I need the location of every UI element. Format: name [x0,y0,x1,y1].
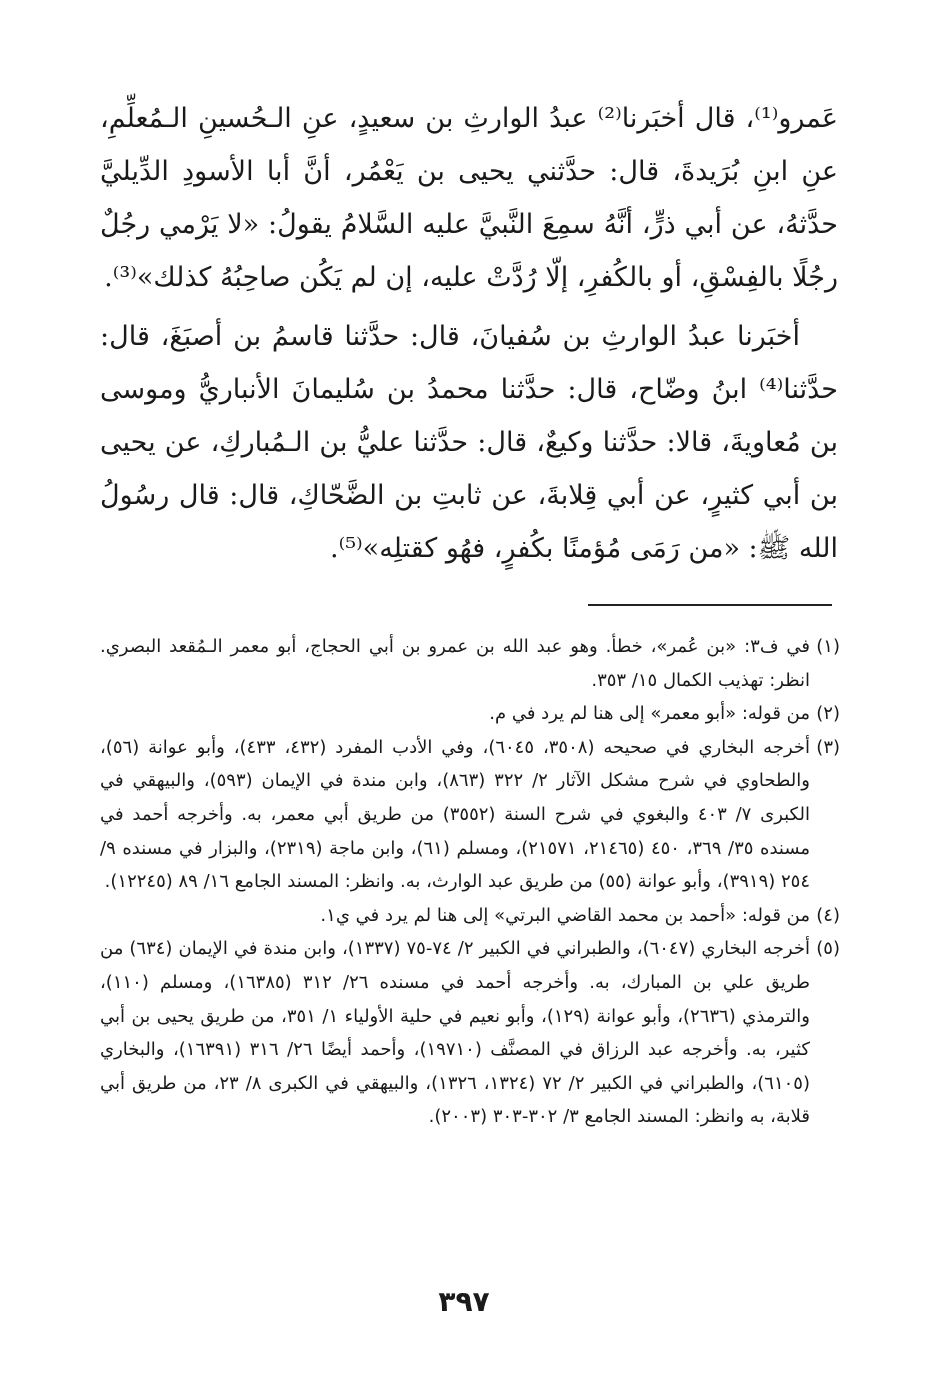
footnote-4 [100,899,840,933]
footnote-text: أخرجه البخاري في صحيحه (٣٥٠٨، ٦٠٤٥)، وفي الأدب المفرد (٤٣٢، ٤٣٣)، وأبو عوانة (٥٦)، والطحاوي في شرح مشكل الآثار ٢/ ٣٢٢ (٨٦٣)، وابن مندة في الإيمان (٥٩٣)، والبيهقي في الكبرى ٧/ ٤٠٣ والبغوي في شرح السنة (٣٥٥٢) من طريق أبي معمر، به. وأخرجه أحمد في مسنده ٣٥/ ٣٦٩، ٤٥٠ (٢١٤٦٥، ٢١٥٧١)، ومسلم (٦١)، وابن ماجة (٢٣١٩)، والبزار في مسنده ٩/ ٢٥٤ (٣٩١٩)، وأبو عوانة (٥٥) من طريق عبد الوارث، به. وانظر: المسند الجامع ١٦/ ٨٩ (١٢٢٤٥). [100,736,811,893]
footnote-number: (١) [816,636,840,657]
footnote-number: (٥) [816,938,840,960]
footnote-number: (٢) [816,703,840,725]
footnote-text: من قوله: «أبو معمر» إلى هنا لم يرد في م. [489,703,810,725]
footnote-divider [588,604,832,606]
footnotes-section [100,630,840,1134]
main-text-block [100,92,838,575]
footnote-3 [100,731,840,899]
footnote-5 [100,932,840,1134]
footnote-text: في ف٣: «بن عُمر»، خطأ. وهو عبد الله بن عمرو بن أبي الحجاج، أبو معمر الـمُقعد البصري. انظر: تهذيب الكمال ١٥/ ٣٥٣. [100,636,810,691]
page-number: ٣٩٧ [438,1285,490,1318]
footnote-2 [100,697,840,731]
main-paragraph-1: عَمرو⁽¹⁾، قال أخبَرنا⁽²⁾ عبدُ الوارثِ بن سعيدٍ، عنِ الـحُسينِ الـمُعلِّمِ، عنِ ابنِ بُرَيدةَ، قال: حدَّثني يحيى بن يَعْمُر، أنَّ أبا الأسودِ الدِّيليَّ حدَّثهُ، عن أبي ذرٍّ، أنَّهُ سمِعَ النَّبيَّ عليه السَّلامُ يقولُ: «لا يَرْمي رجُلٌ رجُلًا بالفِسْقِ، أو بالكُفرِ، إلّا رُدَّتْ عليه، إن لم يَكُن صاحِبُهُ كذلك»⁽³⁾. [100,103,838,293]
main-paragraph-2: أخبَرنا عبدُ الوارثِ بن سُفيانَ، قال: حدَّثنا قاسمُ بن أصبَغَ، قال: حدَّثنا⁽⁴⁾ ابنُ وضّاح، قال: حدَّثنا محمدُ بن سُليمانَ الأنباريُّ وموسى بن مُعاويةَ، قالا: حدَّثنا وكيعٌ، قال: حدَّثنا عليُّ بن الـمُباركِ، عن يحيى بن أبي كثيرٍ، عن أبي قِلابةَ، عن ثابتِ بن الضَّحّاكِ، قال: قال رسُولُ الله ﷺ: «من رَمَى مُؤمنًا بكُفرٍ، فهُو كقتلِه»⁽⁵⁾. [100,321,838,564]
footnote-number: (٤) [816,904,840,926]
footnote-text: أخرجه البخاري (٦٠٤٧)، والطبراني في الكبير ٢/ ٧٤-٧٥ (١٣٣٧)، وابن مندة في الإيمان (٦٣٤) من طريق علي بن المبارك، به. وأخرجه أحمد في مسنده ٢٦/ ٣١٢ (١٦٣٨٥)، ومسلم (١١٠)، والترمذي (٢٦٣٦)، وأبو عوانة (١٢٩)، وأبو نعيم في حلية الأولياء ١/ ٣٥١، من طريق يحيى بن أبي كثير، به. وأخرجه عبد الرزاق في المصنَّف (١٩٧١٠)، وأحمد أيضًا ٢٦/ ٣١٦ (١٦٣٩١)، والبخاري (٦١٠٥)، والطبراني في الكبير ٢/ ٧٢ (١٣٢٤، ١٣٢٦)، والبيهقي في الكبرى ٨/ ٢٣، من طريق أبي قلابة، به وانظر: المسند الجامع ٣/ ٣٠٢-٣٠٣ (٢٠٠٣). [100,938,810,1128]
footnote-number: (٣) [816,736,841,758]
footnote-1 [100,630,840,697]
footnote-text: من قوله: «أحمد بن محمد القاضي البرتي» إلى هنا لم يرد في ي١. [320,904,810,926]
